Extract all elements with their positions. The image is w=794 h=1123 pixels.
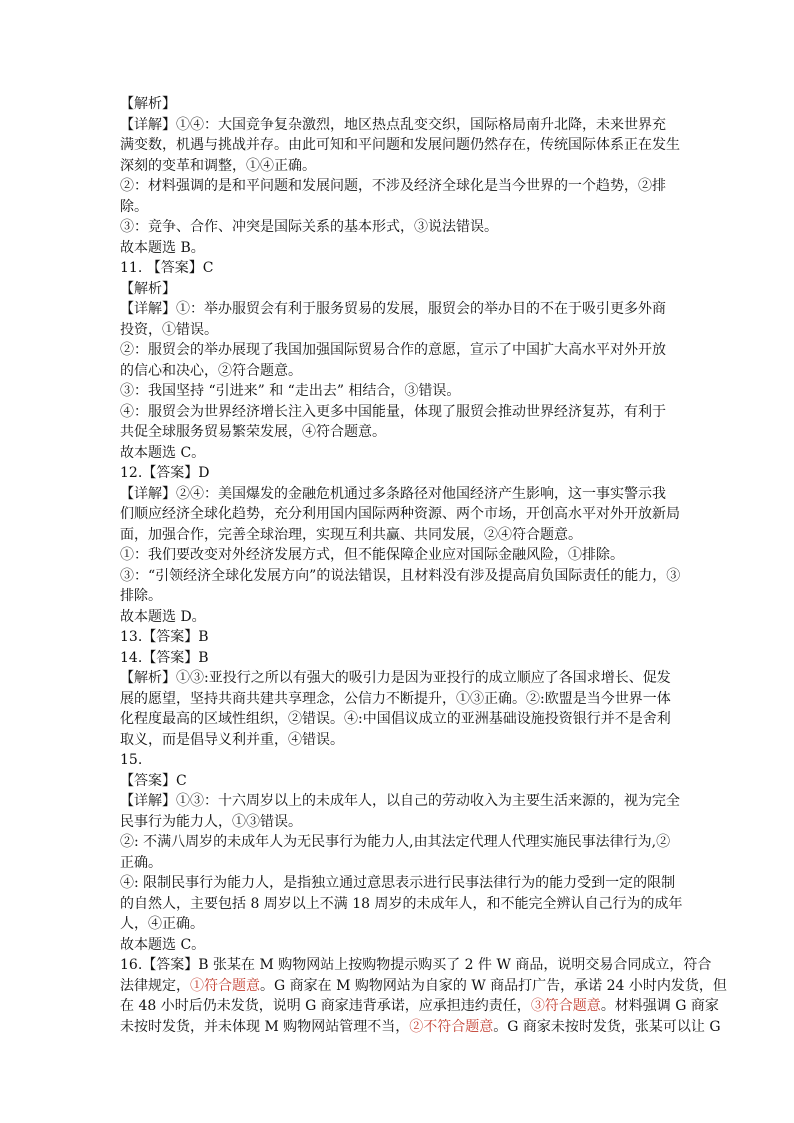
text-line <box>120 996 719 1017</box>
text-run: 人，④正确。 <box>120 916 204 932</box>
text-run: 【详解】①④：大国竞争复杂激烈，地区热点乱变交织，国际格局南升北降，未来世界充 <box>120 116 666 133</box>
text-line <box>120 976 727 997</box>
text-line <box>120 1017 721 1038</box>
text-line <box>120 197 680 218</box>
text-line <box>120 607 680 628</box>
text-run: 化程度最高的区域性组织，②错误。④:中国倡议成立的亚洲基础设施投资银行并不是舍利 <box>120 711 671 727</box>
highlighted-answer: ②不符合题意 <box>409 1018 494 1035</box>
text-line <box>120 894 683 915</box>
text-line <box>120 340 680 361</box>
text-run: 们顺应经济全球化趋势，充分利用国内国际两种资源、两个市场，开创高水平对外开放新局 <box>120 506 680 522</box>
text-line <box>120 750 680 771</box>
text-run: 【详解】①③：十六周岁以上的未成年人，以自己的劳动收入为主要生活来源的，视为完全 <box>120 793 680 809</box>
text-line <box>120 463 680 484</box>
text-run: ③：竞争、合作、冲突是国际关系的基本形式，③说法错误。 <box>120 219 498 235</box>
text-line <box>120 443 680 464</box>
text-line <box>120 504 680 525</box>
text-run: 故本题选 B。 <box>120 239 205 256</box>
text-run: 11. 【答案】C <box>120 260 214 276</box>
text-line <box>120 955 712 976</box>
text-line <box>120 484 680 505</box>
text-line <box>120 812 680 833</box>
text-line <box>120 730 680 751</box>
text-line <box>120 566 680 587</box>
text-run: 民事行为能力人，①③错误。 <box>120 813 302 830</box>
text-run: 【详解】①：举办服贸会有利于服务贸易的发展，服贸会的举办目的不在于吸引更多外商 <box>120 301 666 317</box>
text-line <box>120 525 680 546</box>
text-line <box>120 402 680 423</box>
text-run: 故本题选 C。 <box>120 936 206 953</box>
text-line <box>120 299 680 320</box>
text-run: 在 48 小时后仍未发货，说明 G 商家违背承诺，应承担违约责任， <box>120 998 531 1014</box>
text-line <box>120 791 680 812</box>
text-run: 【答案】C <box>120 772 187 789</box>
text-line <box>120 217 680 238</box>
text-run: 深刻的变革和调整，①④正确。 <box>120 157 316 174</box>
text-run: 的自然人，主要包括 8 周岁以上不满 18 周岁的未成年人，和不能完全辨认自己行为的成年 <box>120 895 683 912</box>
text-run: 【解析】 <box>120 96 176 112</box>
text-line <box>120 279 680 300</box>
highlighted-answer: ③符合题意 <box>530 998 601 1014</box>
text-run: ①：我们要改变对外经济发展方式，但不能保障企业应对国际金融风险，①排除。 <box>120 547 624 563</box>
text-run: 投资，①错误。 <box>120 321 218 338</box>
text-line <box>120 238 680 259</box>
text-line <box>120 94 680 115</box>
text-line <box>120 258 680 279</box>
text-run: ④: 限制民事行为能力人，是指独立通过意思表示进行民事法律行为的能力受到一定的限制 <box>120 875 676 891</box>
text-line <box>120 361 680 382</box>
text-line <box>120 648 680 669</box>
text-run: 【解析】 <box>120 280 176 297</box>
text-run: 。材料强调 G 商家 <box>600 998 719 1014</box>
text-line <box>120 381 680 402</box>
text-run: 排除。 <box>120 588 162 604</box>
text-line <box>120 176 680 197</box>
text-run: ③：我国坚持 “引进来” 和 “走出去” 相结合，③错误。 <box>120 383 461 399</box>
text-line <box>120 586 680 607</box>
text-line <box>120 853 680 874</box>
text-line <box>120 914 680 935</box>
text-run: 除。 <box>120 198 148 215</box>
text-run: 。G 商家在 M 购物网站为自家的 W 商品打广告，承诺 24 小时内发货，但 <box>260 977 727 994</box>
text-run: 【解析】①③:亚投行之所以有强大的吸引力是因为亚投行的成立顺应了各国求增长、促发 <box>120 670 671 686</box>
text-run: 14.【答案】B <box>120 649 209 666</box>
text-line <box>120 320 680 341</box>
text-line <box>120 545 680 566</box>
text-run: 取义，而是倡导义利并重，④错误。 <box>120 731 344 748</box>
text-line <box>120 668 680 689</box>
text-run: 共促全球服务贸易繁荣发展，④符合题意。 <box>120 424 386 440</box>
text-run: 12.【答案】D <box>120 465 210 481</box>
text-run: ③：“引领经济全球化发展方向”的说法错误，且材料没有涉及提高肩负国际责任的能力，③ <box>120 567 681 584</box>
text-line <box>120 135 680 156</box>
text-run: 。G 商家未按时发货，张某可以让 G <box>493 1018 721 1035</box>
text-run: 15. <box>120 752 143 768</box>
text-run: 展的愿望，坚持共商共建共享理念，公信力不断提升，①③正确。②:欧盟是当今世界一体 <box>120 690 671 707</box>
text-line <box>120 115 680 136</box>
text-run: 故本题选 D。 <box>120 608 206 625</box>
text-run: 【详解】②④：美国爆发的金融危机通过多条路径对他国经济产生影响，这一事实警示我 <box>120 485 666 502</box>
text-run: ④：服贸会为世界经济增长注入更多中国能量，体现了服贸会推动世界经济复苏，有利于 <box>120 403 666 420</box>
text-line <box>120 689 680 710</box>
text-line <box>120 156 680 177</box>
text-run: 面，加强合作，完善全球治理，实现互利共赢、共同发展，②④符合题意。 <box>120 526 582 543</box>
text-run: 故本题选 C。 <box>120 444 206 461</box>
text-line <box>120 709 680 730</box>
text-line <box>120 422 680 443</box>
text-run: ②：材料强调的是和平问题和发展问题，不涉及经济全球化是当今世界的一个趋势，②排 <box>120 178 666 194</box>
text-run: 未按时发货，并未体现 M 购物网站管理不当， <box>120 1018 410 1035</box>
text-line <box>120 935 680 956</box>
text-run: ②: 不满八周岁的未成年人为无民事行为能力人,由其法定代理人代理实施民事法律行为,② <box>120 834 671 850</box>
text-run: 满变数，机遇与挑战并存。由此可知和平问题和发展问题仍然存在，传统国际体系正在发生 <box>120 137 680 153</box>
text-line <box>120 832 680 853</box>
text-line <box>120 873 680 894</box>
text-run: 的信心和决心，②符合题意。 <box>120 362 302 379</box>
text-run: ②：服贸会的举办展现了我国加强国际贸易合作的意愿，宣示了中国扩大高水平对外开放 <box>120 342 666 358</box>
document-body <box>120 94 727 1037</box>
text-line <box>120 627 680 648</box>
highlighted-answer: ①符合题意 <box>190 977 260 994</box>
text-run: 16.【答案】B 张某在 M 购物网站上按购物提示购买了 2 件 W 商品，说明交易合同成立，符合 <box>120 957 712 973</box>
text-run: 13.【答案】B <box>120 629 209 645</box>
text-run: 正确。 <box>120 854 162 871</box>
text-line <box>120 771 680 792</box>
text-run: 法律规定， <box>120 977 190 994</box>
